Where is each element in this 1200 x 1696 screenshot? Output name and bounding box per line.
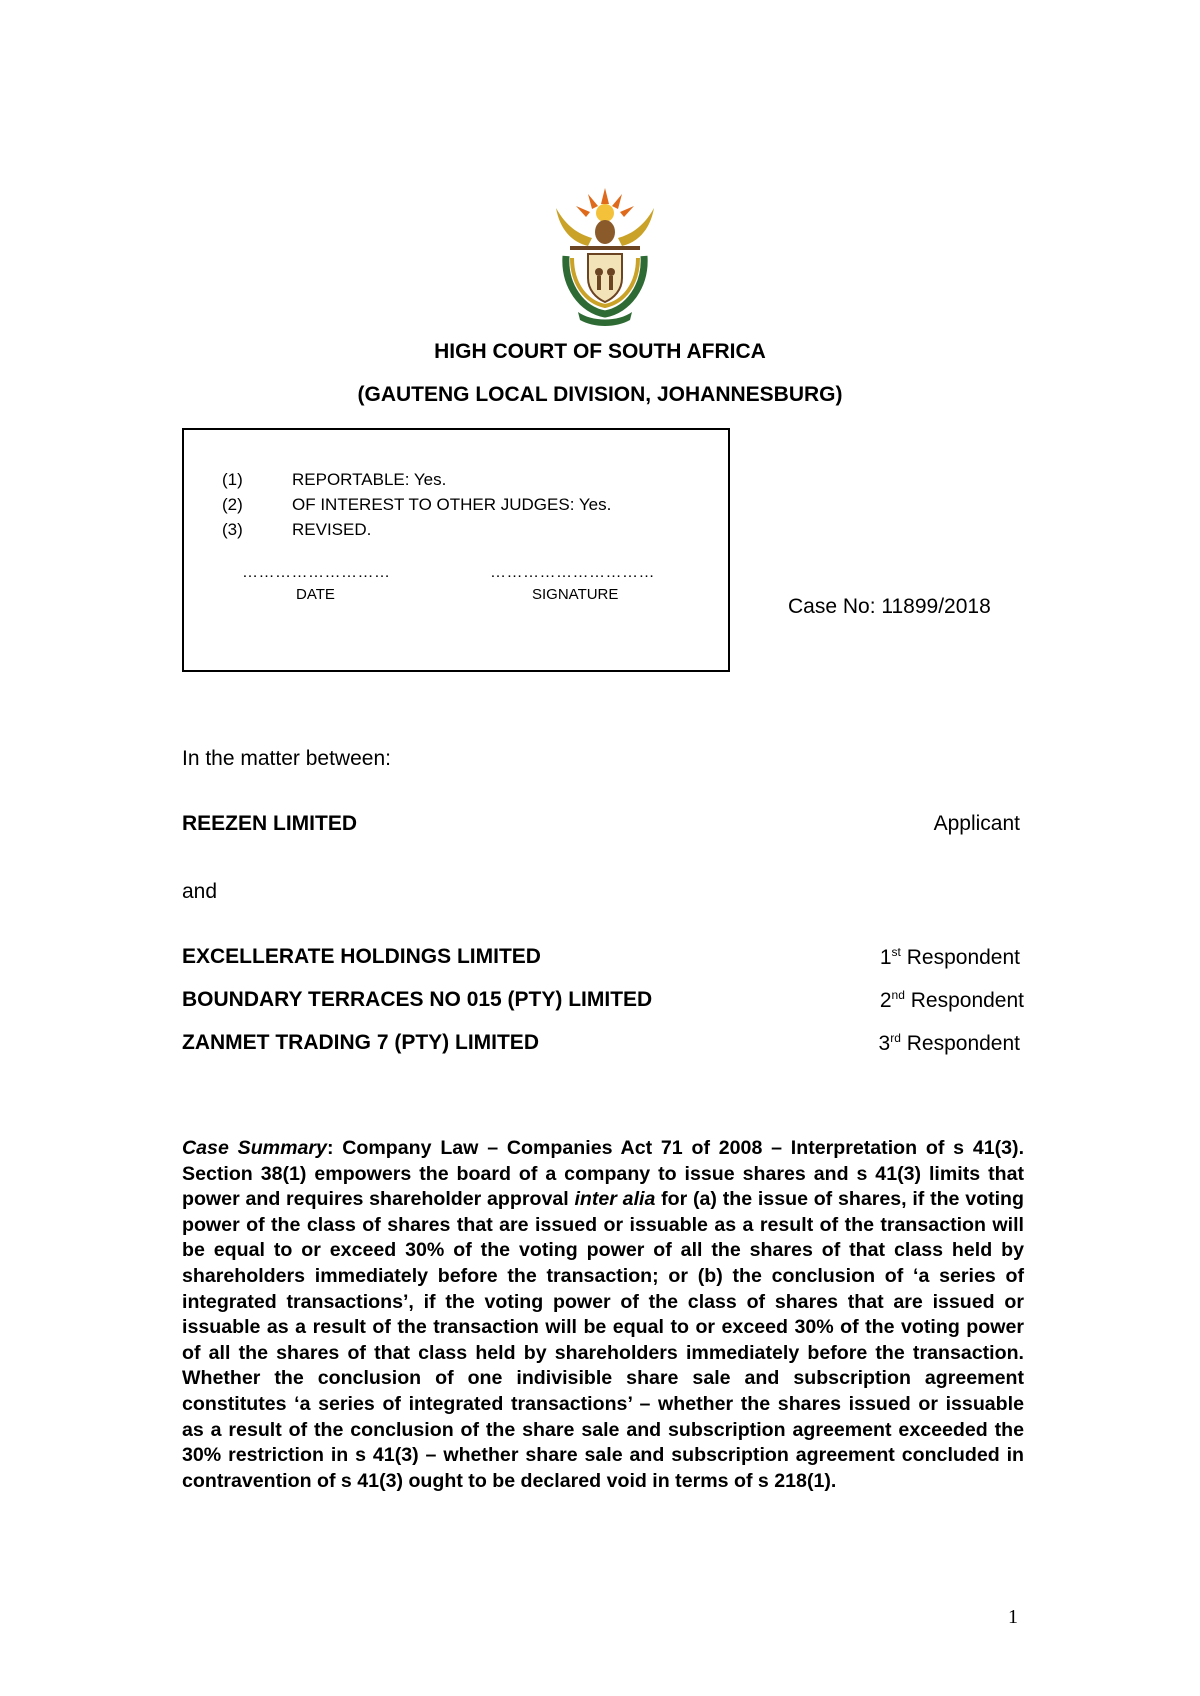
respondent-1-name: EXCELLERATE HOLDINGS LIMITED (182, 945, 541, 968)
ordinal: 1 (879, 946, 892, 969)
reportability-box (182, 428, 730, 672)
of-interest-row (222, 495, 611, 515)
court-division: (GAUTENG LOCAL DIVISION, JOHANNESBURG) (357, 383, 843, 406)
ordinal-suffix: nd (891, 988, 905, 1002)
ordinal-suffix: rd (890, 1031, 901, 1045)
ordinal: 2 (879, 989, 892, 1012)
item-number: (2) (222, 495, 243, 514)
respondent-3-role (780, 1031, 1020, 1056)
item-text: OF INTEREST TO OTHER JUDGES: Yes. (292, 495, 612, 514)
role: Respondent (910, 989, 1024, 1012)
date-label: DATE (296, 586, 335, 603)
respondent-3-name: ZANMET TRADING 7 (PTY) LIMITED (182, 1031, 539, 1054)
summary-text-1: Company Law – Companies Act 71 of 2008 – Interpretation of s 41(3). Section 38(1) empowers the board of a company to issue shares and s 41(3) limits that power and requires shareholder approval (182, 1137, 1025, 1211)
matter-between: In the matter between: (182, 747, 391, 770)
summary-label: Case Summary (182, 1137, 327, 1159)
summary-colon: : (326, 1137, 334, 1159)
reportable-row (222, 470, 446, 490)
role: Respondent (906, 946, 1020, 969)
role: Respondent (906, 1032, 1020, 1055)
revised-row (222, 520, 371, 540)
summary-text-2: for (a) the issue of shares, if the voting power of the class of shares that are issued or issuable as a result of the transaction will be equal to or exceed 30% of the voting power of all the shares of that class held by shareholders immediately before the transaction; or (b) the conclusion of ‘a series of integrated transactions’, if the voting power of the class of shares that are issued or issuable as a result of the transaction will be equal to or exceed 30% of the voting power of all the shares of that class held by shareholders immediately before the transaction. Whether the conclusion of one indivisible share sale and subscription agreement constitutes ‘a series of integrated transactions’ – whether the shares issued or issuable as a result of the conclusion of the share sale and subscription agreement exceeded the 30% restriction in s 41(3) – whether share sale and subscription agreement concluded in contravention of s 41(3) ought to be declared void in terms of s 218(1). (182, 1188, 1024, 1492)
item-text: REVISED. (292, 520, 372, 539)
item-number: (3) (222, 520, 243, 539)
signature-label: SIGNATURE (532, 586, 619, 603)
coat-of-arms-icon (548, 186, 662, 326)
case-number: Case No: 11899/2018 (788, 595, 991, 618)
court-name: HIGH COURT OF SOUTH AFRICA (434, 340, 766, 363)
date-line: ……………………… (242, 564, 391, 581)
respondent-1-role (780, 945, 1020, 970)
respondent-2-role (780, 988, 1024, 1013)
and-separator: and (182, 880, 218, 903)
respondent-2-name: BOUNDARY TERRACES NO 015 (PTY) LIMITED (182, 988, 653, 1011)
signature-line: ………………………… (490, 564, 655, 581)
applicant-role: Applicant (933, 812, 1020, 835)
ordinal: 3 (878, 1032, 891, 1055)
applicant-name: REEZEN LIMITED (182, 812, 358, 835)
case-summary (182, 1136, 1024, 1494)
item-number: (1) (222, 470, 243, 489)
item-text: REPORTABLE: Yes. (292, 470, 447, 489)
page-number: 1 (1008, 1606, 1018, 1628)
summary-inter-alia: inter alia (574, 1188, 656, 1211)
ordinal-suffix: st (891, 945, 901, 959)
